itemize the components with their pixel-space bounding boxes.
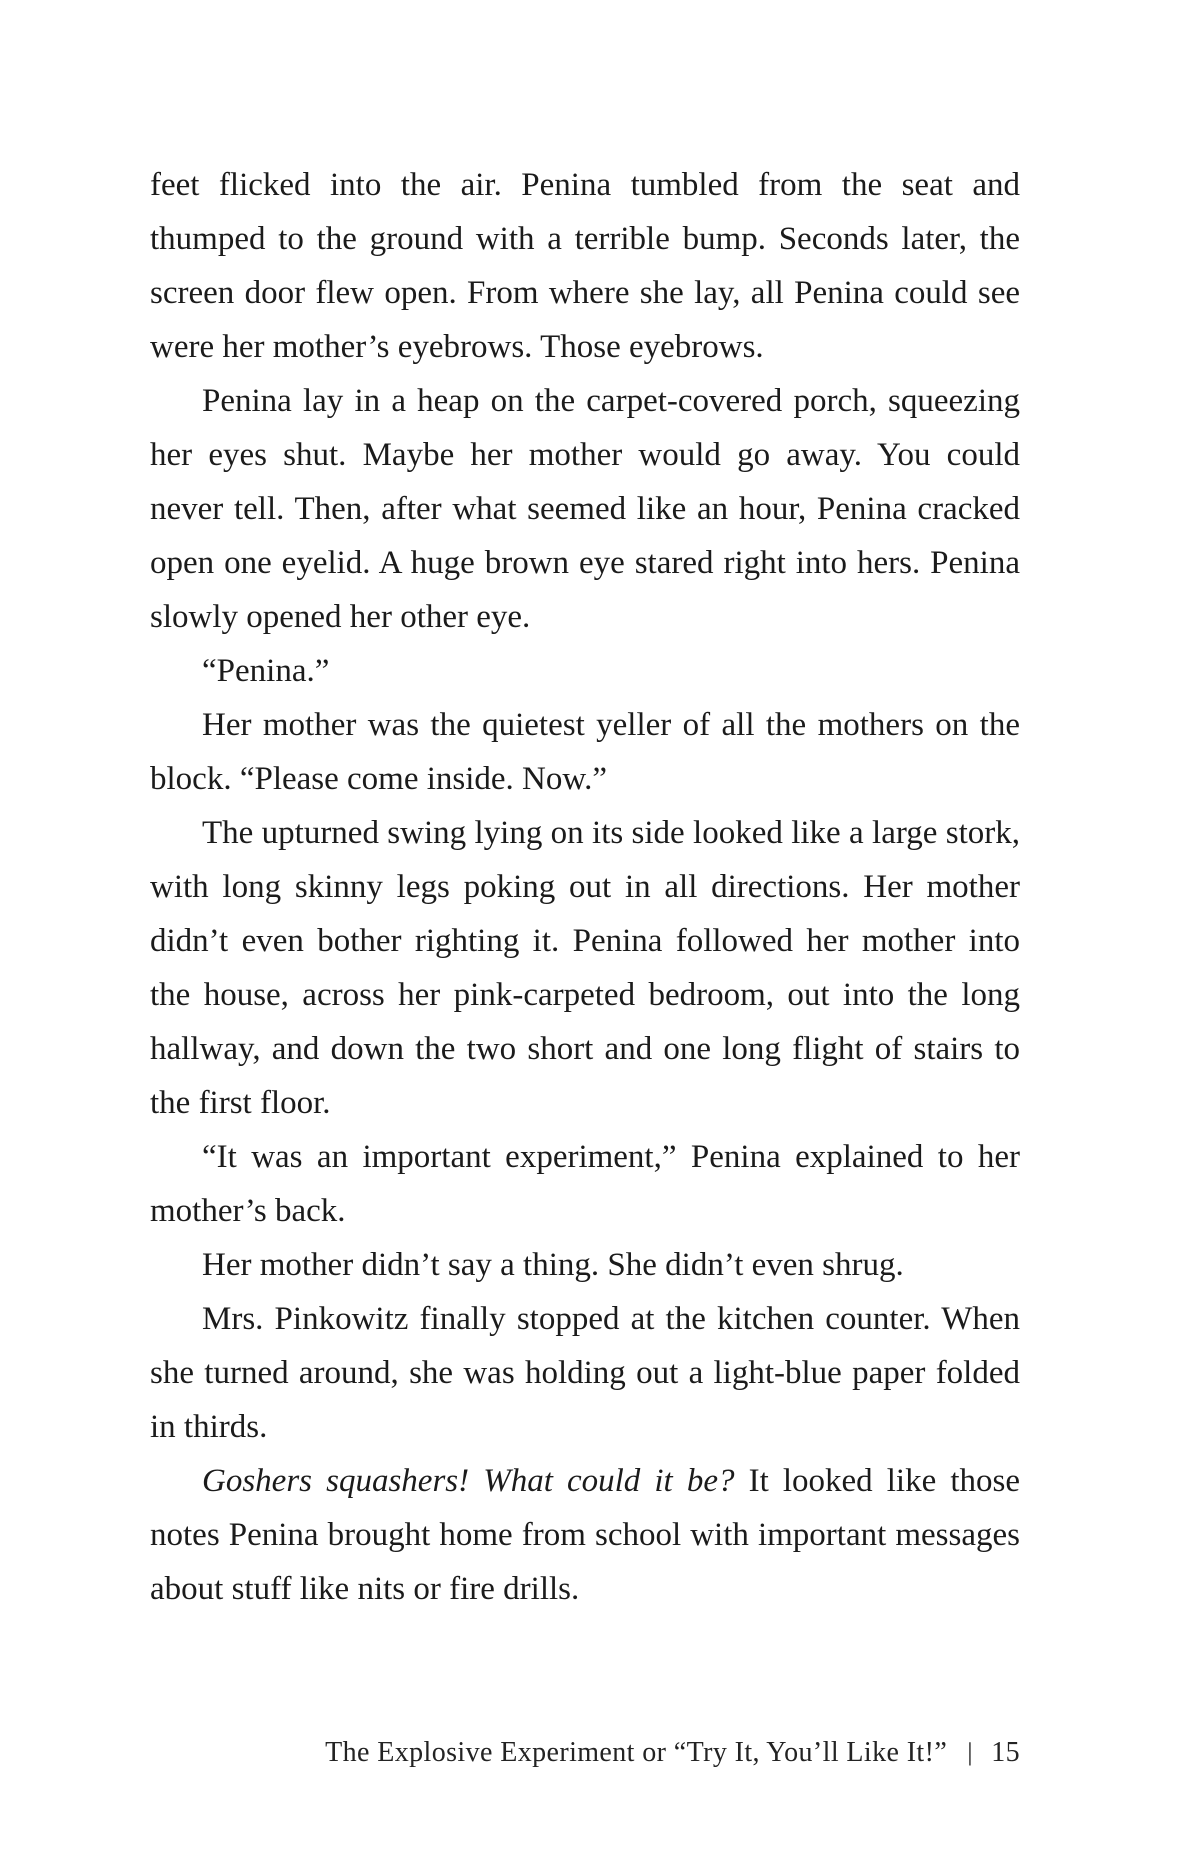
paragraph: Her mother was the quietest yeller of all the mothers on the block. “Please come inside. Now.” — [150, 707, 1020, 797]
paragraph-text: It looked like those notes Penina brought home from school with important messages about stuff like nits or fire drills. — [150, 1463, 1021, 1607]
paragraph: “It was an important experiment,” Penina explained to her mother’s back. — [150, 1139, 1020, 1229]
page-footer — [325, 1736, 1020, 1770]
paragraph: Mrs. Pinkowitz finally stopped at the kitchen counter. When she turned around, she was holding out a light-blue paper folded in thirds. — [150, 1301, 1020, 1445]
page-number: 15 — [991, 1737, 1020, 1768]
body-text — [150, 158, 1020, 1616]
footer-separator: | — [967, 1738, 974, 1767]
paragraph: “Penina.” — [202, 653, 330, 689]
running-title: The Explosive Experiment or “Try It, You’ll Like It!” — [325, 1737, 948, 1768]
paragraph — [150, 1454, 1020, 1616]
paragraph: The upturned swing lying on its side looked like a large stork, with long skinny legs poking out in all directions. Her mother didn’t even bother righting it. Penina followed her mother into the house, across her pink-carpeted bedroom, out into the long hallway, and down the two short and one long flight of stairs to the first floor. — [150, 815, 1020, 1121]
italic-phrase: Goshers squashers! What could it be? — [202, 1463, 735, 1499]
paragraph: feet flicked into the air. Penina tumbled from the seat and thumped to the ground with a terrible bump. Seconds later, the screen door flew open. From where she lay, all Penina could see were her mother’s eyebrows. Those eyebrows. — [150, 167, 1020, 365]
paragraph: Penina lay in a heap on the carpet-covered porch, squeezing her eyes shut. Maybe her mother would go away. You could never tell. Then, after what seemed like an hour, Penina cracked open one eyelid. A huge brown eye stared right into hers. Penina slowly opened her other eye. — [150, 383, 1020, 635]
paragraph: Her mother didn’t say a thing. She didn’t even shrug. — [202, 1247, 904, 1283]
